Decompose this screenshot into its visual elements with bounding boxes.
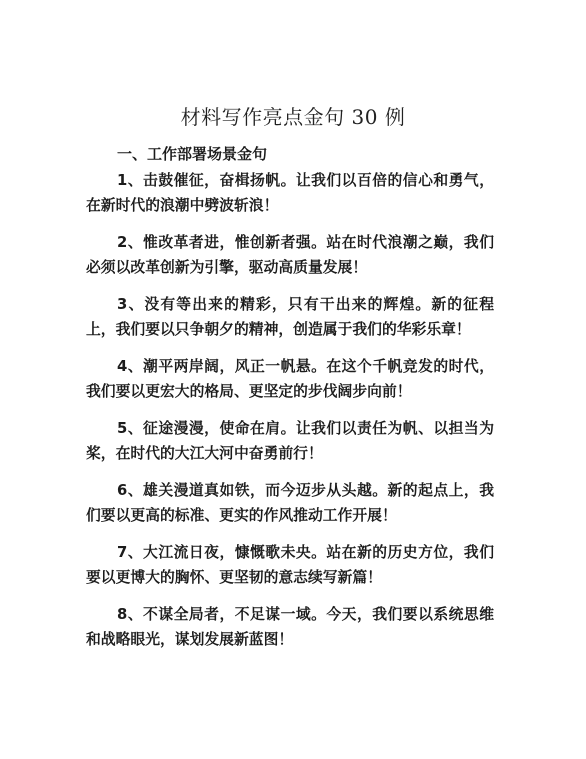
paragraph-2: 2、惟改革者进，惟创新者强。站在时代浪潮之巅，我们必须以改革创新为引擎，驱动高质量发展！ <box>86 234 494 276</box>
paragraph-6: 6、雄关漫道真如铁，而今迈步从头越。新的起点上，我们要以更高的标准、更实的作风推动工作开展！ <box>86 482 494 524</box>
paragraph-4: 4、潮平两岸阔，风正一帆悬。在这个千帆竞发的时代，我们要以更宏大的格局、更坚定的步伐阔步向前！ <box>86 358 494 400</box>
paragraph-3: 3、没有等出来的精彩，只有干出来的辉煌。新的征程上，我们要以只争朝夕的精神，创造属于我们的华彩乐章！ <box>86 296 494 338</box>
paragraph-1: 1、击鼓催征，奋楫扬帆。让我们以百倍的信心和勇气，在新时代的浪潮中劈波斩浪！ <box>86 172 494 214</box>
section-heading: 一、工作部署场景金句 <box>117 145 268 163</box>
paragraph-7: 7、大江流日夜，慷慨歌未央。站在新的历史方位，我们要以更博大的胸怀、更坚韧的意志续写新篇！ <box>86 544 494 586</box>
paragraph-8: 8、不谋全局者，不足谋一域。今天，我们要以系统思维和战略眼光，谋划发展新蓝图！ <box>86 606 494 648</box>
paragraph-list <box>86 169 494 665</box>
paragraph-5: 5、征途漫漫，使命在肩。让我们以责任为帆、以担当为桨，在时代的大江大河中奋勇前行！ <box>86 420 494 462</box>
document-title: 材料写作亮点金句 30 例 <box>180 105 406 129</box>
